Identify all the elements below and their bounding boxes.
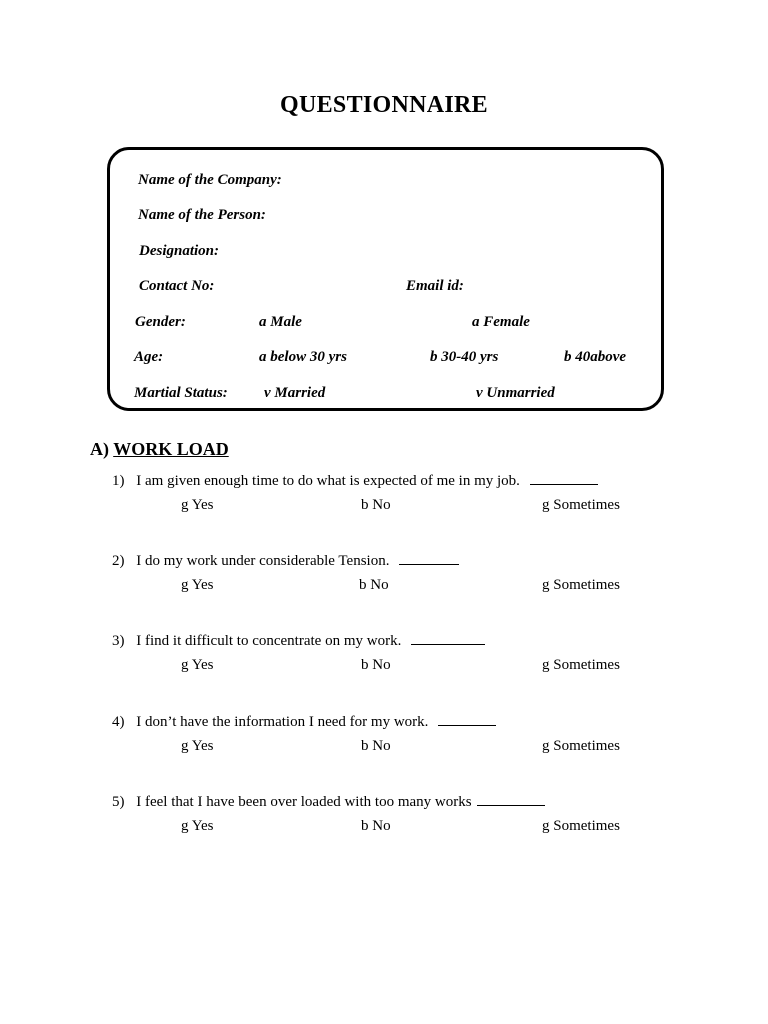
age-option-40-above[interactable]: b 40above xyxy=(564,349,627,365)
option-no[interactable]: b No xyxy=(361,497,391,513)
section-prefix: A) xyxy=(90,439,109,459)
marital-option-unmarried[interactable]: v Unmarried xyxy=(476,385,555,401)
option-sometimes[interactable]: g Sometimes xyxy=(542,577,620,593)
option-yes[interactable]: g Yes xyxy=(181,577,214,593)
option-sometimes[interactable]: g Sometimes xyxy=(542,738,620,754)
question-number: 3) xyxy=(112,633,125,649)
gender-label: Gender: xyxy=(135,314,186,330)
option-sometimes[interactable]: g Sometimes xyxy=(542,818,620,834)
gender-option-male[interactable]: a Male xyxy=(259,314,302,330)
page-title: QUESTIONNAIRE xyxy=(280,92,488,118)
question-number: 5) xyxy=(112,794,125,810)
option-yes[interactable]: g Yes xyxy=(181,657,214,673)
email-label: Email id: xyxy=(406,278,464,294)
answer-blank[interactable] xyxy=(477,791,545,806)
question-text: I do my work under considerable Tension. xyxy=(136,553,390,569)
question-3 xyxy=(112,630,485,650)
answer-blank[interactable] xyxy=(399,550,459,565)
option-yes[interactable]: g Yes xyxy=(181,497,214,513)
contact-number-label: Contact No: xyxy=(139,278,215,294)
question-5 xyxy=(112,791,545,811)
answer-blank[interactable] xyxy=(411,630,485,645)
option-yes[interactable]: g Yes xyxy=(181,738,214,754)
marital-option-married[interactable]: v Married xyxy=(264,385,326,401)
section-title: WORK LOAD xyxy=(113,439,229,459)
answer-blank[interactable] xyxy=(530,470,598,485)
option-no[interactable]: b No xyxy=(361,818,391,834)
person-name-label: Name of the Person: xyxy=(138,207,266,223)
section-heading xyxy=(90,439,229,460)
option-no[interactable]: b No xyxy=(359,577,389,593)
question-text: I am given enough time to do what is expected of me in my job. xyxy=(136,473,520,489)
option-no[interactable]: b No xyxy=(361,738,391,754)
option-yes[interactable]: g Yes xyxy=(181,818,214,834)
designation-label: Designation: xyxy=(139,243,220,259)
age-label: Age: xyxy=(134,349,164,365)
question-4 xyxy=(112,711,496,731)
option-no[interactable]: b No xyxy=(361,657,391,673)
question-text: I feel that I have been over loaded with too many works xyxy=(136,794,472,810)
gender-option-female[interactable]: a Female xyxy=(472,314,530,330)
question-text: I find it difficult to concentrate on my work. xyxy=(136,633,402,649)
company-name-label: Name of the Company: xyxy=(138,172,282,188)
age-option-below-30[interactable]: a below 30 yrs xyxy=(259,349,347,365)
option-sometimes[interactable]: g Sometimes xyxy=(542,497,620,513)
question-number: 2) xyxy=(112,553,125,569)
question-text: I don’t have the information I need for my work. xyxy=(136,714,429,730)
question-2 xyxy=(112,550,459,570)
answer-blank[interactable] xyxy=(438,711,496,726)
question-number: 1) xyxy=(112,473,125,489)
question-number: 4) xyxy=(112,714,125,730)
question-1 xyxy=(112,470,598,490)
age-option-30-40[interactable]: b 30-40 yrs xyxy=(430,349,499,365)
option-sometimes[interactable]: g Sometimes xyxy=(542,657,620,673)
marital-status-label: Martial Status: xyxy=(134,385,228,401)
